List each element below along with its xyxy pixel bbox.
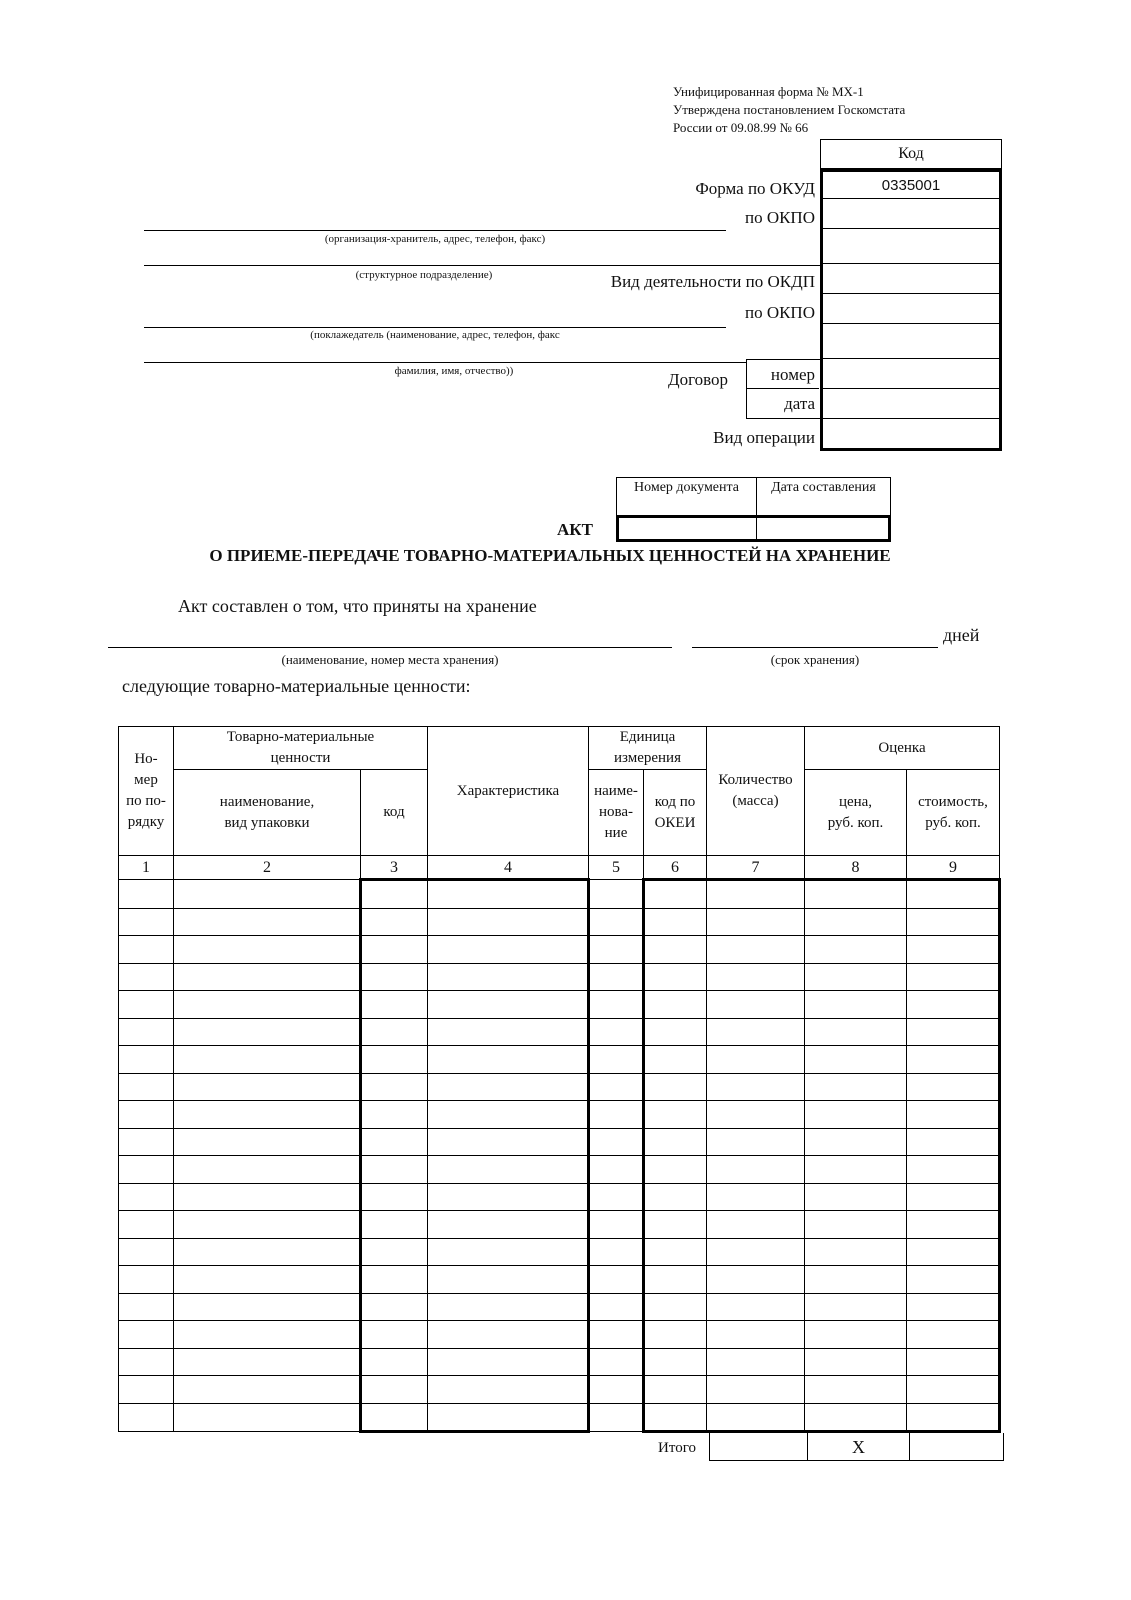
table-cell[interactable] <box>428 908 589 936</box>
table-cell[interactable] <box>805 1211 907 1239</box>
table-cell[interactable] <box>707 880 805 909</box>
table-cell[interactable] <box>174 1321 361 1349</box>
storage-place-caption: (наименование, номер места хранения) <box>281 652 499 667</box>
storage-term-caption: (срок хранения) <box>770 652 860 667</box>
table-cell[interactable] <box>644 1211 707 1239</box>
table-cell[interactable] <box>119 1101 174 1129</box>
table-row <box>119 1266 1000 1294</box>
table-cell[interactable] <box>907 1156 1000 1184</box>
table-cell[interactable] <box>428 1403 589 1432</box>
table-cell[interactable] <box>644 1266 707 1294</box>
table-cell[interactable] <box>361 1376 428 1404</box>
table-row <box>119 1293 1000 1321</box>
table-cell[interactable] <box>174 1376 361 1404</box>
table-cell[interactable] <box>805 908 907 936</box>
table-cell[interactable] <box>707 1376 805 1404</box>
goods-table <box>118 726 1001 1433</box>
table-cell[interactable] <box>361 1156 428 1184</box>
depositor-caption: (поклажедатель (наименование, адрес, телефон, факс <box>310 329 560 341</box>
table-cell[interactable] <box>119 1266 174 1294</box>
table-cell[interactable] <box>589 1376 644 1404</box>
table-cell[interactable] <box>119 1348 174 1376</box>
table-row <box>119 880 1000 909</box>
table-cell[interactable] <box>707 1101 805 1129</box>
table-cell[interactable] <box>428 963 589 991</box>
table-cell[interactable] <box>174 880 361 909</box>
table-cell[interactable] <box>707 1238 805 1266</box>
table-cell[interactable] <box>707 1018 805 1046</box>
table-row <box>119 1018 1000 1046</box>
table-row <box>119 1046 1000 1074</box>
table-cell[interactable] <box>707 1128 805 1156</box>
table-cell[interactable] <box>907 1266 1000 1294</box>
table-cell[interactable] <box>707 963 805 991</box>
table-cell[interactable] <box>119 1183 174 1211</box>
table-cell[interactable] <box>361 908 428 936</box>
table-cell[interactable] <box>589 1238 644 1266</box>
table-cell[interactable] <box>805 1018 907 1046</box>
table-row <box>119 1321 1000 1349</box>
table-cell[interactable] <box>805 1348 907 1376</box>
following-text: следующие товарно-материальные ценности: <box>122 676 471 696</box>
table-cell[interactable] <box>707 908 805 936</box>
okpo2-label: по ОКПО <box>744 303 815 322</box>
table-cell[interactable] <box>119 936 174 964</box>
table-cell[interactable] <box>805 1238 907 1266</box>
table-cell[interactable] <box>428 1348 589 1376</box>
depositor-line2[interactable] <box>144 362 746 363</box>
table-cell[interactable] <box>428 1046 589 1074</box>
total-price-x: Х <box>807 1433 910 1461</box>
goods-group-header: Товарно-материальные ценности <box>174 727 428 770</box>
table-cell[interactable] <box>589 991 644 1019</box>
table-cell[interactable] <box>644 908 707 936</box>
act-title: АКТ <box>557 520 593 539</box>
table-cell[interactable] <box>589 1293 644 1321</box>
table-cell[interactable] <box>805 880 907 909</box>
table-cell[interactable] <box>907 1348 1000 1376</box>
table-cell[interactable] <box>361 963 428 991</box>
table-cell[interactable] <box>589 963 644 991</box>
table-cell[interactable] <box>119 1376 174 1404</box>
table-cell[interactable] <box>428 1238 589 1266</box>
division-field[interactable] <box>820 229 1002 264</box>
table-row <box>119 1403 1000 1432</box>
table-cell[interactable] <box>805 963 907 991</box>
col-price-header: цена, руб. коп. <box>805 770 907 856</box>
table-cell[interactable] <box>174 963 361 991</box>
col-number: 4 <box>428 856 589 880</box>
table-cell[interactable] <box>805 1128 907 1156</box>
col-number: 5 <box>589 856 644 880</box>
table-row <box>119 908 1000 936</box>
table-cell[interactable] <box>119 880 174 909</box>
table-cell[interactable] <box>644 1321 707 1349</box>
col-unit-name-header: наиме- нова- ние <box>589 770 644 856</box>
table-cell[interactable] <box>361 1018 428 1046</box>
storage-place-line[interactable] <box>108 647 672 648</box>
table-cell[interactable] <box>589 1101 644 1129</box>
intro-text: Акт составлен о том, что приняты на хранение <box>178 596 537 616</box>
table-cell[interactable] <box>707 1266 805 1294</box>
table-row <box>119 1101 1000 1129</box>
table-cell[interactable] <box>907 1238 1000 1266</box>
table-row <box>119 1073 1000 1101</box>
table-cell[interactable] <box>589 1046 644 1074</box>
table-cell[interactable] <box>428 991 589 1019</box>
table-row <box>119 1156 1000 1184</box>
col-number: 8 <box>805 856 907 880</box>
table-cell[interactable] <box>907 991 1000 1019</box>
col-number: 9 <box>907 856 1000 880</box>
table-cell[interactable] <box>644 1376 707 1404</box>
form-approval: Утверждена постановлением Госкомстата <box>673 102 906 117</box>
col-characteristic-header: Характеристика <box>428 727 589 856</box>
table-cell[interactable] <box>907 1046 1000 1074</box>
table-cell[interactable] <box>428 1101 589 1129</box>
table-cell[interactable] <box>361 1183 428 1211</box>
doc-number-header: Номер документа <box>616 477 757 516</box>
contract-date-field[interactable] <box>820 389 1002 419</box>
form-number: Унифицированная форма № МХ-1 <box>673 84 864 99</box>
table-cell[interactable] <box>428 880 589 909</box>
table-cell[interactable] <box>907 1403 1000 1432</box>
table-row <box>119 1238 1000 1266</box>
table-cell[interactable] <box>907 1018 1000 1046</box>
table-cell[interactable] <box>907 1211 1000 1239</box>
okpo2-field[interactable] <box>820 294 1002 324</box>
table-cell[interactable] <box>644 991 707 1019</box>
table-cell[interactable] <box>805 1266 907 1294</box>
operation-field[interactable] <box>820 419 1002 451</box>
table-cell[interactable] <box>428 1321 589 1349</box>
table-cell[interactable] <box>707 991 805 1019</box>
table-cell[interactable] <box>174 1266 361 1294</box>
table-cell[interactable] <box>589 936 644 964</box>
table-cell[interactable] <box>174 1073 361 1101</box>
table-cell[interactable] <box>805 1073 907 1101</box>
table-cell[interactable] <box>361 1403 428 1432</box>
division-line[interactable] <box>144 265 820 266</box>
table-cell[interactable] <box>907 1376 1000 1404</box>
table-cell[interactable] <box>644 1018 707 1046</box>
table-row <box>119 963 1000 991</box>
table-cell[interactable] <box>361 1211 428 1239</box>
table-cell[interactable] <box>119 1293 174 1321</box>
table-cell[interactable] <box>119 908 174 936</box>
table-cell[interactable] <box>805 1101 907 1129</box>
table-cell[interactable] <box>174 991 361 1019</box>
table-cell[interactable] <box>174 1403 361 1432</box>
table-cell[interactable] <box>119 1018 174 1046</box>
table-cell[interactable] <box>589 1128 644 1156</box>
table-cell[interactable] <box>907 936 1000 964</box>
table-cell[interactable] <box>589 908 644 936</box>
table-cell[interactable] <box>361 1293 428 1321</box>
table-cell[interactable] <box>805 936 907 964</box>
table-cell[interactable] <box>707 936 805 964</box>
table-cell[interactable] <box>707 1348 805 1376</box>
table-cell[interactable] <box>119 1238 174 1266</box>
table-cell[interactable] <box>589 1266 644 1294</box>
table-cell[interactable] <box>644 1238 707 1266</box>
okdp-field[interactable] <box>820 264 1002 294</box>
table-cell[interactable] <box>707 1211 805 1239</box>
total-label: Итого <box>658 1440 696 1456</box>
table-cell[interactable] <box>644 1101 707 1129</box>
table-cell[interactable] <box>428 1376 589 1404</box>
storage-term-line[interactable] <box>692 647 938 648</box>
table-cell[interactable] <box>907 1101 1000 1129</box>
table-cell[interactable] <box>907 963 1000 991</box>
column-numbers-row <box>119 856 1000 880</box>
depositor-line[interactable] <box>144 327 726 328</box>
table-cell[interactable] <box>707 1183 805 1211</box>
table-cell[interactable] <box>428 1073 589 1101</box>
table-cell[interactable] <box>644 1128 707 1156</box>
table-cell[interactable] <box>589 1183 644 1211</box>
table-cell[interactable] <box>589 1018 644 1046</box>
table-row <box>119 1128 1000 1156</box>
table-row <box>119 936 1000 964</box>
table-cell[interactable] <box>589 1211 644 1239</box>
table-cell[interactable] <box>589 1348 644 1376</box>
table-cell[interactable] <box>428 1211 589 1239</box>
table-cell[interactable] <box>805 991 907 1019</box>
col-number: 3 <box>361 856 428 880</box>
table-cell[interactable] <box>644 963 707 991</box>
table-cell[interactable] <box>805 1156 907 1184</box>
table-cell[interactable] <box>805 1293 907 1321</box>
table-cell[interactable] <box>361 1321 428 1349</box>
table-cell[interactable] <box>644 880 707 909</box>
table-cell[interactable] <box>428 1128 589 1156</box>
table-row <box>119 991 1000 1019</box>
table-cell[interactable] <box>805 1183 907 1211</box>
table-cell[interactable] <box>805 1046 907 1074</box>
table-cell[interactable] <box>707 1073 805 1101</box>
table-cell[interactable] <box>707 1156 805 1184</box>
table-cell[interactable] <box>119 1073 174 1101</box>
col-number: 2 <box>174 856 361 880</box>
okdp-label: Вид деятельности по ОКДП <box>610 272 815 291</box>
table-cell[interactable] <box>174 1348 361 1376</box>
table-cell[interactable] <box>907 1183 1000 1211</box>
operation-label: Вид операции <box>713 428 815 447</box>
table-cell[interactable] <box>589 880 644 909</box>
col-cost-header: стоимость, руб. коп. <box>907 770 1000 856</box>
days-label: дней <box>943 625 980 645</box>
table-cell[interactable] <box>174 1293 361 1321</box>
contract-label: Договор <box>668 370 729 389</box>
table-cell[interactable] <box>174 936 361 964</box>
doc-date-header: Дата составления <box>756 477 891 516</box>
total-quantity-field[interactable] <box>709 1433 808 1461</box>
table-cell[interactable] <box>174 1211 361 1239</box>
table-cell[interactable] <box>589 1073 644 1101</box>
table-cell[interactable] <box>361 1101 428 1129</box>
table-cell[interactable] <box>644 1183 707 1211</box>
table-cell[interactable] <box>644 936 707 964</box>
table-cell[interactable] <box>174 1238 361 1266</box>
contract-date-label: дата <box>784 394 815 413</box>
table-row <box>119 1211 1000 1239</box>
code-header: Код <box>820 139 1002 169</box>
table-row <box>119 1376 1000 1404</box>
act-subtitle: О ПРИЕМЕ-ПЕРЕДАЧЕ ТОВАРНО-МАТЕРИАЛЬНЫХ ЦЕННОСТЕЙ НА ХРАНЕНИЕ <box>209 546 891 565</box>
evaluation-group-header: Оценка <box>805 727 1000 770</box>
total-cost-field[interactable] <box>909 1433 1004 1461</box>
table-cell[interactable] <box>361 1073 428 1101</box>
contract-number-field[interactable] <box>820 359 1002 389</box>
table-cell[interactable] <box>644 1293 707 1321</box>
unit-group-header: Единица измерения <box>589 727 707 770</box>
table-cell[interactable] <box>361 1266 428 1294</box>
doc-number-box <box>616 477 891 542</box>
table-cell[interactable] <box>119 1128 174 1156</box>
table-cell[interactable] <box>119 963 174 991</box>
table-cell[interactable] <box>174 1156 361 1184</box>
table-cell[interactable] <box>119 1046 174 1074</box>
table-cell[interactable] <box>361 1046 428 1074</box>
table-cell[interactable] <box>805 1403 907 1432</box>
table-cell[interactable] <box>119 991 174 1019</box>
col-number: 7 <box>707 856 805 880</box>
table-cell[interactable] <box>907 880 1000 909</box>
table-cell[interactable] <box>174 1101 361 1129</box>
table-cell[interactable] <box>644 1403 707 1432</box>
col-okei-header: код по ОКЕИ <box>644 770 707 856</box>
table-cell[interactable] <box>707 1293 805 1321</box>
col-code-header: код <box>361 770 428 856</box>
table-cell[interactable] <box>361 880 428 909</box>
table-cell[interactable] <box>589 1321 644 1349</box>
table-cell[interactable] <box>361 936 428 964</box>
table-cell[interactable] <box>907 1293 1000 1321</box>
table-cell[interactable] <box>428 1156 589 1184</box>
table-cell[interactable] <box>907 1073 1000 1101</box>
table-cell[interactable] <box>644 1156 707 1184</box>
table-cell[interactable] <box>644 1348 707 1376</box>
table-cell[interactable] <box>589 1156 644 1184</box>
table-row <box>119 1348 1000 1376</box>
table-cell[interactable] <box>707 1046 805 1074</box>
table-cell[interactable] <box>361 1128 428 1156</box>
org-caption: (организация-хранитель, адрес, телефон, факс) <box>324 233 546 245</box>
table-cell[interactable] <box>644 1046 707 1074</box>
table-cell[interactable] <box>119 1403 174 1432</box>
division-caption: (структурное подразделение) <box>355 269 493 281</box>
form-approval-date: России от 09.08.99 № 66 <box>673 120 809 135</box>
table-cell[interactable] <box>174 1128 361 1156</box>
depositor-field[interactable] <box>820 324 1002 359</box>
table-cell[interactable] <box>644 1073 707 1101</box>
org-line[interactable] <box>144 230 726 231</box>
table-cell[interactable] <box>589 1403 644 1432</box>
col-quantity-header: Количество (масса) <box>707 727 805 856</box>
okud-value[interactable]: 0335001 <box>820 169 1002 199</box>
table-cell[interactable] <box>428 1018 589 1046</box>
col-name-header: наименование, вид упаковки <box>174 770 361 856</box>
table-cell[interactable] <box>428 1266 589 1294</box>
okud-label: Форма по ОКУД <box>695 179 815 198</box>
table-cell[interactable] <box>174 1183 361 1211</box>
col-number-header: Но- мер по по- рядку <box>119 727 174 856</box>
okpo-field[interactable] <box>820 199 1002 229</box>
depositor-caption2: фамилия, имя, отчество)) <box>394 365 514 377</box>
table-cell[interactable] <box>805 1321 907 1349</box>
doc-number-field[interactable] <box>616 515 757 542</box>
table-cell[interactable] <box>119 1211 174 1239</box>
table-cell[interactable] <box>707 1321 805 1349</box>
table-row <box>119 1183 1000 1211</box>
table-cell[interactable] <box>119 1156 174 1184</box>
table-cell[interactable] <box>361 1348 428 1376</box>
table-cell[interactable] <box>907 908 1000 936</box>
col-number: 1 <box>119 856 174 880</box>
table-cell[interactable] <box>907 1321 1000 1349</box>
table-cell[interactable] <box>361 1238 428 1266</box>
table-cell[interactable] <box>428 1293 589 1321</box>
table-cell[interactable] <box>428 1183 589 1211</box>
table-cell[interactable] <box>174 908 361 936</box>
table-cell[interactable] <box>907 1128 1000 1156</box>
contract-number-label: номер <box>747 360 819 389</box>
doc-date-field[interactable] <box>756 515 891 542</box>
table-cell[interactable] <box>805 1376 907 1404</box>
table-cell[interactable] <box>174 1046 361 1074</box>
table-cell[interactable] <box>174 1018 361 1046</box>
table-cell[interactable] <box>361 991 428 1019</box>
okpo-label: по ОКПО <box>744 208 815 227</box>
table-cell[interactable] <box>428 936 589 964</box>
table-cell[interactable] <box>119 1321 174 1349</box>
table-cell[interactable] <box>707 1403 805 1432</box>
col-number: 6 <box>644 856 707 880</box>
